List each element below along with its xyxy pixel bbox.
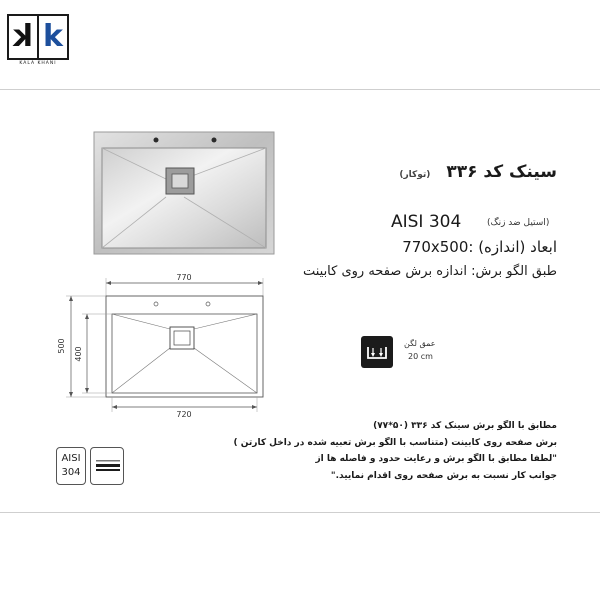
dim-width-top: 770: [176, 273, 192, 282]
depth-value: 20 cm: [408, 352, 433, 361]
product-title-note: (توکار): [399, 170, 431, 180]
dim-width-bottom: 720: [176, 410, 192, 419]
depth-label: عمق لگن: [404, 339, 436, 348]
logo-left-panel: [9, 16, 39, 58]
brand-logo: [7, 14, 69, 60]
logo-right-panel: [39, 16, 67, 58]
cutout-label: طبق الگو برش: اندازه برش صفحه روی کابینت: [302, 264, 557, 279]
material-grade: AISI 304: [391, 212, 462, 232]
product-title-row: [399, 162, 557, 182]
note-line: مطابق با الگو برش سینک کد ۳۳۶ (۵۰*۷۷): [373, 421, 557, 431]
product-title: سینک کد ۳۳۶: [446, 162, 557, 182]
sink-profile-badge: [90, 447, 124, 485]
installation-notes: [227, 418, 557, 484]
sink-depth-icon: [361, 336, 393, 368]
note-line: برش صفحه روی کابینت (متناسب با الگو برش تعبیه شده در داخل کارتن ): [233, 437, 557, 448]
logo-letter-left: k: [13, 19, 33, 54]
aisi-badge-line2: 304: [61, 467, 81, 478]
logo-letter-right: k: [43, 19, 63, 54]
sink-photo: [93, 131, 275, 255]
technical-drawing: [48, 266, 278, 426]
top-divider: [0, 89, 600, 90]
logo-subtitle: KALA KHANI: [19, 61, 57, 66]
aisi-badge: [56, 447, 86, 485]
aisi-badge-line1: AISI: [61, 453, 81, 464]
note-line: جوانب کار نسبت به برش صفحه روی اقدام نمایید.": [330, 470, 557, 481]
note-line: "لطفا مطابق با الگو برش و رعایت حدود و فاصله ها از: [315, 454, 557, 464]
dim-height-inner: 400: [74, 346, 83, 362]
bottom-divider: [0, 512, 600, 513]
dimensions-label: 770x500: ابعاد (اندازه): [402, 238, 557, 256]
sink-profile-icon: [91, 448, 125, 486]
material-note: (استیل ضد زنگ): [487, 218, 550, 228]
dim-height-outer: 500: [57, 338, 66, 354]
